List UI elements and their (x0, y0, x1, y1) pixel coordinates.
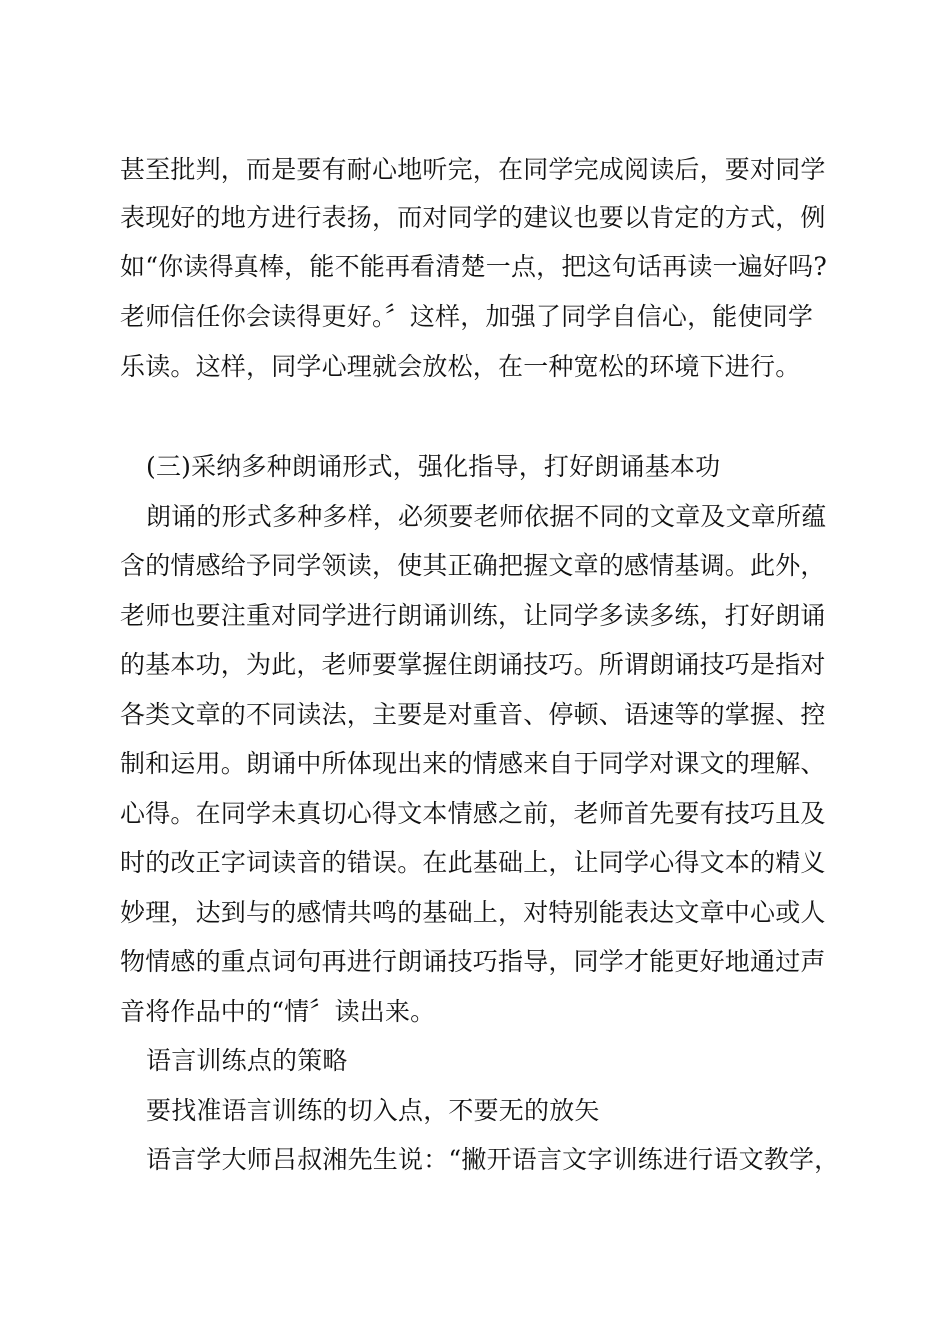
paragraph-2-line: 妙理，达到与的感情共鸣的基础上，对特别能表达文章中心或人 (120, 898, 826, 927)
paragraph-2-line: 制和运用。朗诵中所体现出来的情感来自于同学对课文的理解、 (120, 749, 826, 778)
paragraph-3-line: 语言学大师吕叔湘先生说：“撇开语言文字训练进行语文教学， (146, 1145, 840, 1174)
paragraph-2-line: 含的情感给予同学领读，使其正确把握文章的感情基调。此外， (120, 551, 826, 580)
paragraph-2-line: 朗诵的形式多种多样，必须要老师依据不同的文章及文章所蕴 (146, 502, 827, 531)
paragraph-2-line: 物情感的重点词句再进行朗诵技巧指导，同学才能更好地通过声 (120, 947, 826, 976)
paragraph-1-line: 表现好的地方进行表扬，而对同学的建议也要以肯定的方式，例 (120, 203, 826, 232)
paragraph-2-line: 时的改正字词读音的错误。在此基础上，让同学心得文本的精义 (120, 848, 826, 877)
paragraph-1-line: 乐读。这样，同学心理就会放松，在一种宽松的环境下进行。 (120, 352, 801, 381)
paragraph-1-line: 老师信任你会读得更好。〞这样，加强了同学自信心，能使同学 (120, 302, 814, 331)
paragraph-1-line: 甚至批判，而是要有耐心地听完，在同学完成阅读后，要对同学 (120, 155, 826, 184)
strategy-heading: 语言训练点的策略 (146, 1046, 348, 1075)
paragraph-2-line: 老师也要注重对同学进行朗诵训练，让同学多读多练，打好朗诵 (120, 601, 826, 630)
paragraph-2-line: 各类文章的不同读法，主要是对重音、停顿、语速等的掌握、控 (120, 700, 826, 729)
paragraph-2-line: 的基本功，为此，老师要掌握住朗诵技巧。所谓朗诵技巧是指对 (120, 650, 826, 679)
paragraph-1-line: 如“你读得真棒，能不能再看清楚一点，把这句话再读一遍好吗? (120, 252, 827, 281)
subheading: 要找准语言训练的切入点，不要无的放矢 (146, 1096, 600, 1125)
section-heading: (三)采纳多种朗诵形式，强化指导，打好朗诵基本功 (146, 452, 721, 481)
paragraph-2-line: 音将作品中的“情〞读出来。 (120, 997, 436, 1026)
paragraph-2-line: 心得。在同学未真切心得文本情感之前，老师首先要有技巧且及 (120, 799, 826, 828)
